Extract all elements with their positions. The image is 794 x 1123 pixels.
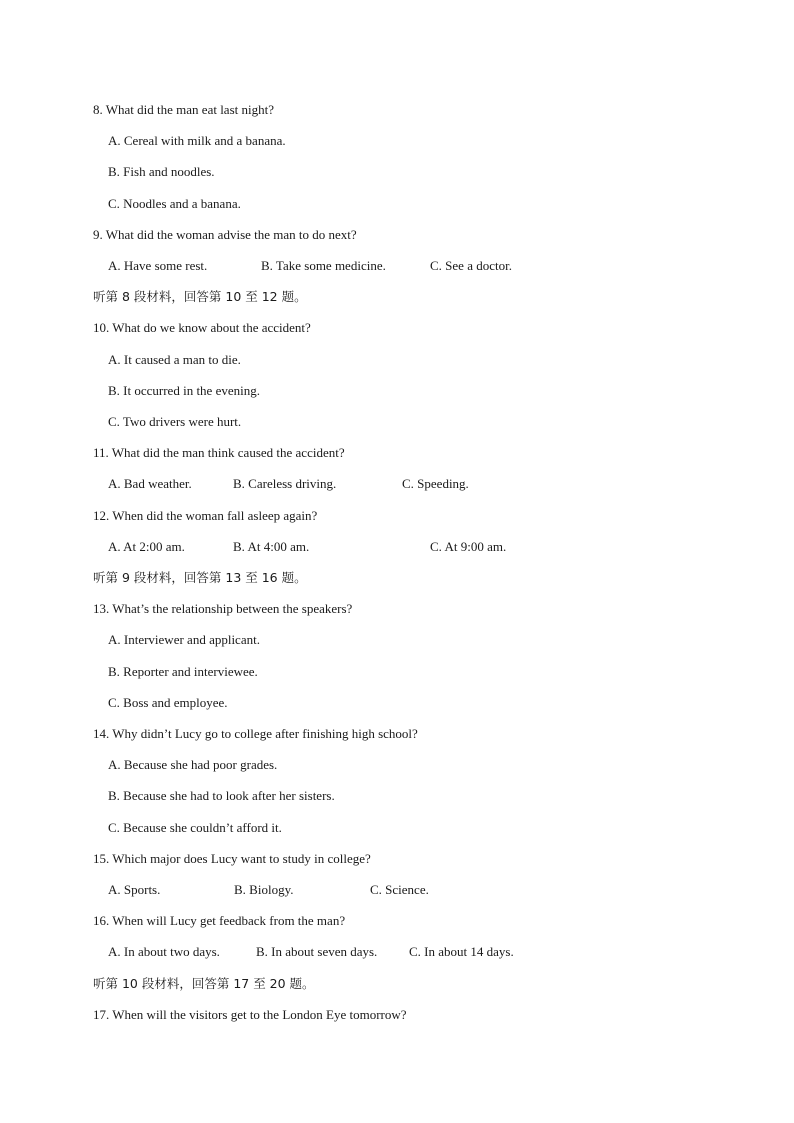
q16-option-b: B. In about seven days. bbox=[256, 944, 378, 959]
question-14: 14. Why didn’t Lucy go to college after finishing high school? bbox=[93, 726, 418, 741]
question-9: 9. What did the woman advise the man to do next? bbox=[93, 227, 357, 242]
question-8: 8. What did the man eat last night? bbox=[93, 102, 274, 117]
q9-option-a: A. Have some rest. bbox=[108, 258, 208, 273]
question-10: 10. What do we know about the accident? bbox=[93, 320, 311, 335]
q9-option-b: B. Take some medicine. bbox=[261, 258, 386, 273]
q12-option-b: B. At 4:00 am. bbox=[233, 539, 310, 554]
q8-option-c: C. Noodles and a banana. bbox=[108, 196, 241, 211]
q13-option-b: B. Reporter and interviewee. bbox=[108, 664, 258, 679]
question-12: 12. When did the woman fall asleep again? bbox=[93, 508, 318, 523]
q15-option-b: B. Biology. bbox=[234, 882, 294, 897]
q13-option-c: C. Boss and employee. bbox=[108, 695, 228, 710]
q11-option-b: B. Careless driving. bbox=[233, 476, 337, 491]
q11-option-a: A. Bad weather. bbox=[108, 476, 192, 491]
section-10-heading: 听第 10 段材料，回答第 17 至 20 题。 bbox=[93, 976, 315, 991]
q15-option-c: C. Science. bbox=[370, 882, 429, 897]
section-8-heading: 听第 8 段材料，回答第 10 至 12 题。 bbox=[93, 289, 307, 304]
question-16: 16. When will Lucy get feedback from the man? bbox=[93, 913, 346, 928]
q10-option-b: B. It occurred in the evening. bbox=[108, 383, 260, 398]
q12-option-c: C. At 9:00 am. bbox=[430, 539, 507, 554]
q8-option-b: B. Fish and noodles. bbox=[108, 164, 215, 179]
q13-option-a: A. Interviewer and applicant. bbox=[108, 632, 260, 647]
q16-option-a: A. In about two days. bbox=[108, 944, 220, 959]
q14-option-b: B. Because she had to look after her sisters. bbox=[108, 788, 335, 803]
question-13: 13. What’s the relationship between the speakers? bbox=[93, 601, 353, 616]
question-11: 11. What did the man think caused the accident? bbox=[93, 445, 345, 460]
q12-option-a: A. At 2:00 am. bbox=[108, 539, 185, 554]
section-9-heading: 听第 9 段材料，回答第 13 至 16 题。 bbox=[93, 570, 307, 585]
question-15: 15. Which major does Lucy want to study in college? bbox=[93, 851, 371, 866]
q14-option-a: A. Because she had poor grades. bbox=[108, 757, 278, 772]
q16-option-c: C. In about 14 days. bbox=[409, 944, 514, 959]
q14-option-c: C. Because she couldn’t afford it. bbox=[108, 820, 282, 835]
q10-option-c: C. Two drivers were hurt. bbox=[108, 414, 242, 429]
q10-option-a: A. It caused a man to die. bbox=[108, 352, 241, 367]
question-17: 17. When will the visitors get to the London Eye tomorrow? bbox=[93, 1007, 407, 1022]
q11-option-c: C. Speeding. bbox=[402, 476, 469, 491]
q9-option-c: C. See a doctor. bbox=[430, 258, 512, 273]
q8-option-a: A. Cereal with milk and a banana. bbox=[108, 133, 286, 148]
q15-option-a: A. Sports. bbox=[108, 882, 161, 897]
